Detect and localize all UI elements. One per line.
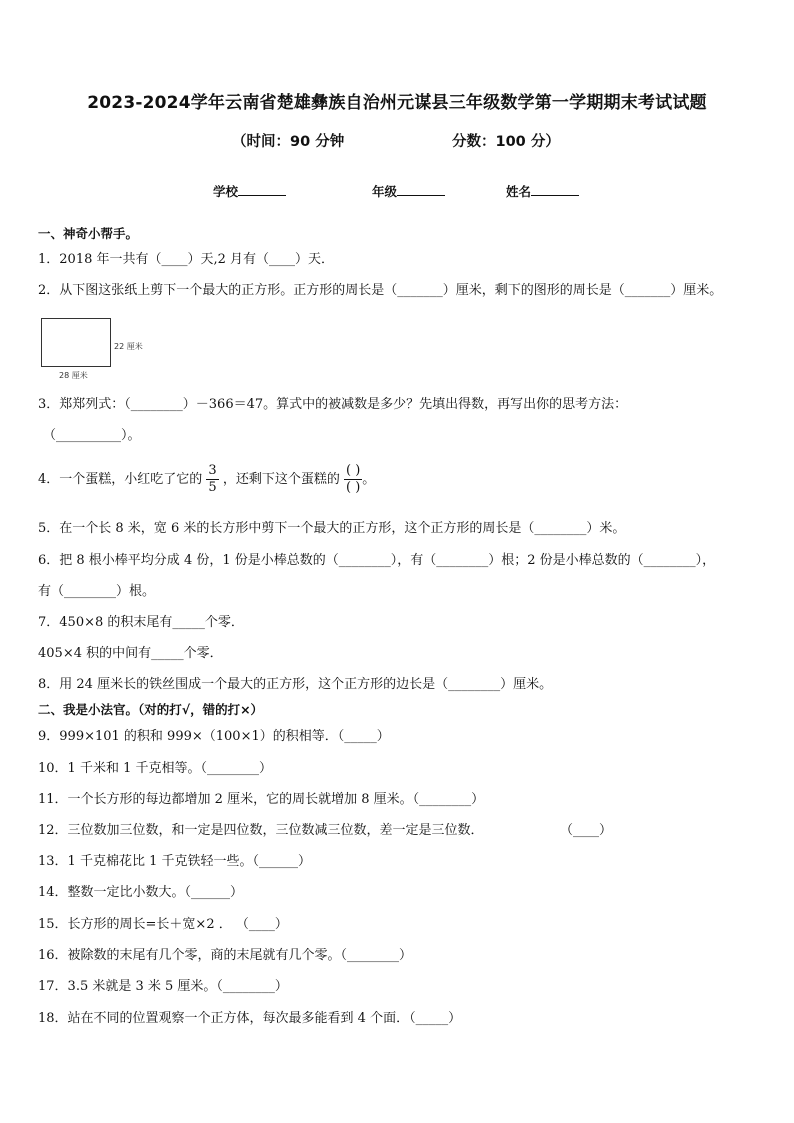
name-blank[interactable]	[531, 183, 579, 196]
page-title: 2023-2024学年云南省楚雄彝族自治州元谋县三年级数学第一学期期末考试试题	[87, 93, 707, 113]
question-5: 5．在一个长 8 米，宽 6 米的长方形中剪下一个最大的正方形，这个正方形的周长是（________）米。	[38, 521, 626, 536]
question-6-cont: 有（________）根。	[38, 584, 156, 599]
school-field	[213, 182, 286, 200]
question-1: 1．2018 年一共有（____）天,2 月有（____）天．	[38, 252, 335, 267]
question-2: 2．从下图这张纸上剪下一个最大的正方形。正方形的周长是（_______）厘米，剩下的图形的周长是（_______）厘米。	[38, 283, 723, 298]
question-12: 12．三位数加三位数，和一定是四位数，三位数减三位数，差一定是三位数．	[38, 823, 484, 838]
question-4-end: 。	[362, 472, 376, 487]
grade-field	[372, 182, 445, 200]
grade-label: 年级	[372, 184, 398, 199]
question-6: 6．把 8 根小棒平均分成 4 份，1 份是小棒总数的（________），有（________）根；2 份是小棒总数的（________），	[38, 553, 716, 568]
time-limit: （时间：90 分钟	[232, 134, 345, 150]
question-3: 3．郑郑列式：（________）－366＝47。算式中的被减数是多少？先填出得数，再写出你的思考方法：	[38, 397, 628, 412]
figure-side-label: 22 厘米	[114, 342, 143, 351]
question-4-text-a: 4．一个蛋糕，小红吃了它的	[38, 472, 203, 487]
question-10: 10．1 千米和 1 千克相等。（________）	[38, 761, 272, 776]
figure-bottom-label: 28 厘米	[59, 371, 88, 380]
question-12-answer[interactable]: （____）	[560, 823, 613, 838]
question-11: 11．一个长方形的每边都增加 2 厘米，它的周长就增加 8 厘米。（________）	[38, 792, 485, 807]
grade-blank[interactable]	[397, 183, 445, 196]
question-4	[38, 463, 375, 496]
question-4-text-b: ，还剩下这个蛋糕的	[222, 472, 340, 487]
question-15: 15．长方形的周长=长＋宽×2 ． （____）	[38, 917, 288, 932]
question-18: 18．站在不同的位置观察一个正方体，每次最多能看到 4 个面．（_____）	[38, 1011, 462, 1026]
blank-numerator[interactable]: ( )	[346, 463, 361, 478]
question-8: 8．用 24 厘米长的铁丝围成一个最大的正方形，这个正方形的边长是（________）厘米。	[38, 677, 553, 692]
question-7: 7．450×8 的积末尾有_____个零．	[38, 615, 244, 630]
total-score: 分数：100 分）	[452, 134, 560, 150]
section-2-heading: 二、我是小法官。（对的打√，错的打×）	[38, 702, 264, 717]
question-17: 17．3.5 米就是 3 米 5 厘米。（________）	[38, 979, 288, 994]
question-9: 9．999×101 的积和 999×（100×1）的积相等．（_____）	[38, 729, 390, 744]
name-label: 姓名	[506, 184, 532, 199]
school-label: 学校	[213, 184, 239, 199]
paper-rectangle-figure	[41, 318, 111, 367]
school-blank[interactable]	[238, 183, 286, 196]
question-13: 13．1 千克棉花比 1 千克铁轻一些。（______）	[38, 854, 311, 869]
question-3-answer: （__________）。	[43, 428, 141, 443]
fraction-numerator: 3	[208, 463, 217, 478]
name-field	[506, 182, 579, 200]
question-7-part-2: 405×4 积的中间有_____个零．	[38, 646, 223, 661]
question-16: 16．被除数的末尾有几个零，商的末尾就有几个零。（________）	[38, 948, 413, 963]
fraction-answer-blank[interactable]	[344, 463, 362, 496]
question-14: 14．整数一定比小数大。（______）	[38, 885, 244, 900]
blank-denominator[interactable]: ( )	[346, 480, 361, 495]
fraction-three-fifths	[206, 463, 218, 496]
section-1-heading: 一、神奇小帮手。	[38, 226, 139, 241]
fraction-denominator: 5	[208, 480, 217, 495]
